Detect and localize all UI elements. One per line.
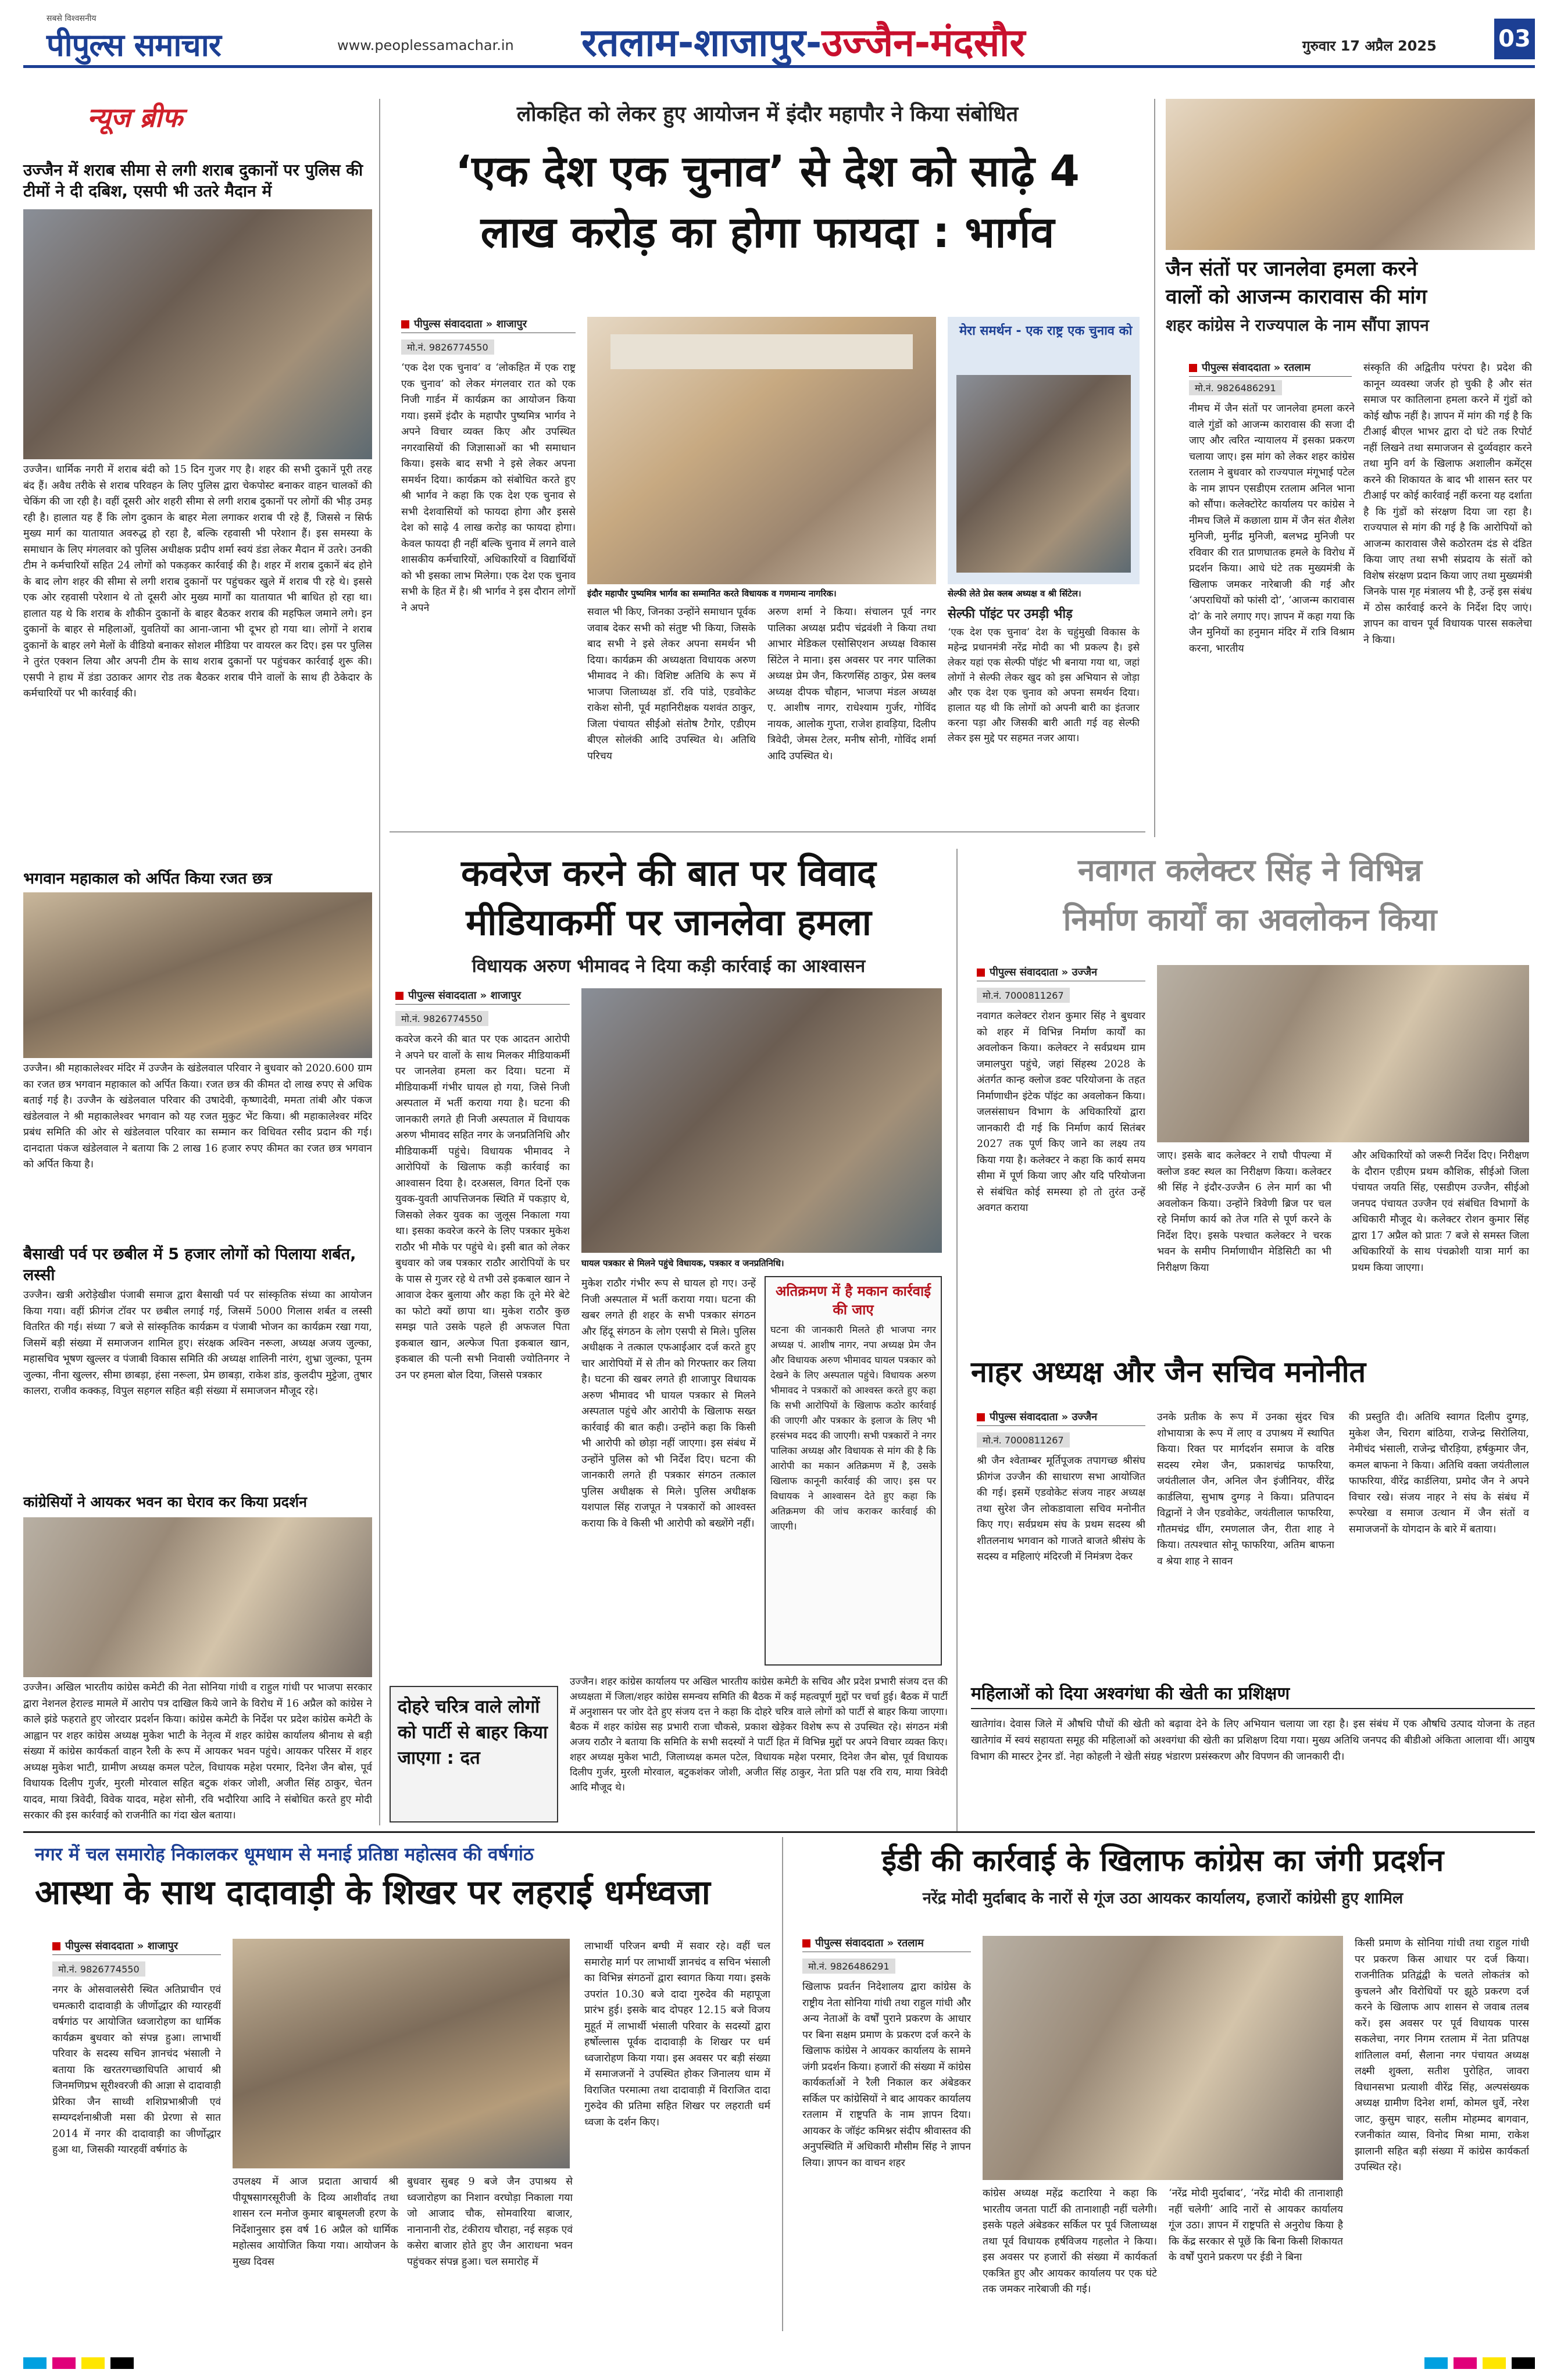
jain-subhead: शहर कांग्रेस ने राज्यपाल के नाम सौंपा ज्ञापन	[1166, 316, 1429, 335]
byline-marker-icon	[395, 992, 403, 1000]
ed-byline	[802, 1936, 971, 1952]
dadawadi-col-3: बुधवार सुबह 9 बजे जैन उपाश्रय से ध्वजारोहण का निशान वरघोड़ा निकाला गया जो आजाद चौक, सोमवारिया बाजार, नानानानी रोड, टंकीराय चौराहा, नई सड़क एवं कसेरा बाजार होते हुए जैन आराधना भवन पहुंचकर संपन्न हुआ। चल समारोह में	[407, 2176, 573, 2268]
dadawadi-col-1: नगर के ओसवालसेरी स्थित अतिप्राचीन एवं चमत्कारी दादावाड़ी के जीर्णोद्धार की ग्यारहवीं वर्षगांठ पर आयोजित ध्वजारोहण का धार्मिक कार्यक्रम बुधवार को संपन्न हुआ। लाभार्थी परिवार के सदस्य सचिन ज्ञानचंद भंसाली ने बताया कि खरतरगच्छाधिपति आचार्य श्री जिनमणिप्रभ सूरीश्वरजी की आज्ञा से दादावाड़ी प्रेरिका जैन साध्वी शशिप्रभाश्रीजी एवं सम्यग्दर्शनाश्रीजी मसा की प्रेरणा से सात 2014 में नगर की दादावाड़ी का जीर्णोद्धार हुआ था, जिसकी ग्यारहवीं वर्षगांठ के	[52, 1984, 221, 2156]
collector-col-1: नवागत कलेक्टर रोशन कुमार सिंह ने बुधवार को शहर में विभिन्न निर्माण कार्यों का अवलोकन किया। कलेक्टर ने सर्वप्रथम ग्राम जमालपुरा पहुंचे, जहां सिंहस्थ 2028 के अंतर्गत कान्ह क्लोज डक्ट परियोजना के तहत निर्माणाधीन इंटेक पॉइंट का अवलोकन किया। जलसंसाधन विभाग के अधिकारियों द्वारा जानकारी दी गई कि निर्माण कार्य सितंबर 2027 तक पूर्ण किए जाने का लक्ष्य तय किया गया है। कलेक्टर ने कहा कि कार्य समय सीमा में पूर्ण किया जाए और यदि परियोजना से संबंधित कोई समस्या हो तो तुरंत उन्हें अवगत कराया	[977, 1010, 1145, 1214]
lead-banner-text: मेरा समर्थन - एक राष्ट्र एक चुनाव को	[959, 324, 1133, 338]
issue-date: गुरुवार 17 अप्रैल 2025	[1302, 38, 1437, 54]
encroachment-box-title: अतिक्रमण में है मकान कार्रवाई की जाए	[775, 1283, 931, 1318]
color-swatch-black	[110, 2357, 134, 2369]
brief-headline-1: उज्जैन में शराब सीमा से लगी शराब दुकानों पर पुलिस की टीमों ने दी दबिश, एसपी भी उतरे मैदान में	[23, 160, 363, 201]
media-byline-text: पीपुल्स संवाददाता » शाजापुर	[408, 989, 522, 1002]
lead-kicker: लोकहित को लेकर हुए आयोजन में इंदौर महापौर ने किया संबोधित	[516, 102, 1019, 126]
color-swatch-yellow	[81, 2357, 105, 2369]
media-headline-2: मीडियाकर्मी पर जानलेवा हमला	[466, 901, 872, 944]
nahar-headline: नाहर अध्यक्ष और जैन सचिव मनोनीत	[971, 1355, 1366, 1389]
nahar-col-2: उनके प्रतीक के रूप में उनका सुंदर चित्र शोभायात्रा के रूप में लाए व उपाश्रय में स्थापित किया। रिक्त पर मार्गदर्शन समाज के वरिष्ठ सदस्य रमेश जैन, प्रकाशचंद्र फाफरिया, जयंतीलाल जैन, अनिल जैन इंजीनियर, वीरेंद्र कार्डलिया, सुभाष दुग्गड़ ने किया। प्रतिपादन विद्वानों ने जैन एडवोकेट, जयंतीलाल फाफरिया, गौतमचंद्र धींग, रमणलाल जैन, रीता शाह ने किया। तत्पश्चात सोनू फाफरिया, अतिम बाफना व श्रेया शाह ने सावन	[1157, 1411, 1334, 1567]
brief-photo-4	[23, 1517, 372, 1677]
ed-subhead: नरेंद्र मोदी मुर्दाबाद के नारों से गूंज उठा आयकर कार्यालय, हजारों कांग्रेसी हुए शामिल	[922, 1889, 1404, 1907]
color-swatch-cyan	[23, 2357, 47, 2369]
collector-headline-2: निर्माण कार्यों का अवलोकन किया	[1063, 902, 1437, 938]
media-byline	[395, 988, 570, 1005]
lead-headline-1: ‘एक देश एक चुनाव’ से देश को साढ़े 4	[455, 146, 1080, 196]
collector-col-3: और अधिकारियों को जरूरी निर्देश दिए। निरीक्षण के दौरान एडीएम प्रथम कौशिक, सीईओ जिला पंचायत जयति सिंह, एसडीएम उज्जैन, सीईओ जनपद पंचायत उज्जैन एवं संबंधित विभागों के अधिकारी मौजूद थे। कलेक्टर रोशन कुमार सिंह द्वारा 17 अप्रैल को प्रातः 7 बजे से समस्त जिला अधिकारियों के साथ पंचक्रोशी यात्रा मार्ग का प्रथम किया जाएगा।	[1352, 1150, 1529, 1274]
left-column-divider	[379, 99, 380, 1825]
encroachment-box-body: घटना की जानकारी मिलते ही भाजपा नगर अध्यक्ष पं. आशीष नागर, नपा अध्यक्ष प्रेम जैन और विधायक अरुण भीमावद घायल पत्रकार को देखने के लिए अस्पताल पहुंचे। विधायक अरुण भीमावद ने पत्रकारों को आश्वस्त करते हुए कहा कि सभी आरोपियों के खिलाफ कठोर कार्रवाई की जाएगी और पत्रकार के इलाज के लिए भी हरसंभव मदद की जाएगी। सभी पत्रकारों ने नगर पालिका अध्यक्ष और विधायक से मांग की है कि आरोपी का मकान अतिक्रमण में है, उसके खिलाफ कानूनी कार्रवाई की जाए। इस पर विधायक ने आश्वासन देते हुए कहा कि अतिक्रमण की जांच कराकर कार्रवाई की जाएगी।	[770, 1324, 936, 1532]
bottom-section-divider	[782, 1837, 783, 2331]
paper-tagline: सबसे विश्वसनीय	[47, 14, 97, 23]
lead-col-4: ‘एक देश एक चुनाव’ देश के चहुंमुखी विकास के महेन्द्र प्रधानमंत्री नरेंद्र मोदी का भी प्रकल्प है। इसे लेकर यहां एक सेल्फी पॉइंट भी बनाया गया था, जहां लोगों ने सेल्फी लेकर खुद को इस अभियान से जोड़ा और एक देश एक चुनाव को अपना समर्थन दिया। हालात यह थी कि लोगों को अपनी बारी का इंतजार करना पड़ा और जिसकी बारी आती गई वह सेल्फी लेकर इस मुद्दे पर सहमत नजर आया।	[948, 627, 1140, 744]
dadawadi-photo	[233, 1939, 570, 2168]
ashwagandha-headline: महिलाओं को दिया अश्वगंधा की खेती का प्रशिक्षण	[971, 1684, 1290, 1704]
brief-headline-3: बैसाखी पर्व पर छबील में 5 हजार लोगों को पिलाया शर्बत, लस्सी	[23, 1245, 356, 1284]
jain-byline	[1189, 360, 1352, 377]
brief-body-3: उज्जैन। खत्री अरोड़ेखीश पंजाबी समाज द्वारा बैसाखी पर्व पर सांस्कृतिक संध्या का आयोजन किया गया। वहीं फ्रीगंज टॉवर पर छबील लगाई गई, जिसमें 5000 गिलास शर्बत व लस्सी वितरित की गई। संध्या 7 बजे से सांस्कृतिक कार्यक्रम व पंजाबी भोजन का कार्यक्रम रखा गया, जिसमें बड़ी संख्या में समाजजन शामिल हुए। संरक्षक अश्विन नरूला, अध्यक्ष अजय जुल्का, महासचिव भूषण खुल्लर व पंजाबी विकास समिति की अध्यक्ष शालिनी नारंग, शुभ्रा जुल्का, पूनम जुल्का, नीना खुल्लर, सीमा छाबड़ा, हंसा नरूला, प्रेम छाबड़ा, राकेश डांड, कुलदीप मुट्टेजा, तुषार कालरा, राजीव कक्कड़, विपुल सहगल सहित बड़ी संख्या में समाजजन मौजूद रहे।	[23, 1289, 372, 1397]
jain-headline-2: वालों को आजन्म कारावास की मांग	[1166, 285, 1427, 309]
ed-headline: ईडी की कार्रवाई के खिलाफ कांग्रेस का जंगी प्रदर्शन	[881, 1843, 1444, 1878]
color-swatch-cyan-2	[1424, 2357, 1448, 2369]
nahar-story	[965, 1352, 1535, 1660]
bottom-section-rule	[23, 1831, 1535, 1833]
color-swatch-black-2	[1512, 2357, 1535, 2369]
lead-story	[390, 87, 1145, 843]
dadawadi-col-2: उपलक्ष्य में आज प्रदाता आचार्य श्री पीयूषसागरसूरीजी के दिव्य आशीर्वाद तथा शासन रत्न मनोज कुमार बाबूमलजी हरण के निर्देशानुसार इस वर्ष 16 अप्रैल को धार्मिक महोत्सव आयोजित किया गया। आयोजन के मुख्य दिवस	[233, 2176, 398, 2268]
nahar-col-1: श्री जैन श्वेताम्बर मूर्तिपूजक तपागच्छ श्रीसंघ फ्रीगंज उज्जैन की साधारण सभा आयोजित की गई। इसमें एडवोकेट संजय नाहर अध्यक्ष तथा सुरेश जैन लोकडावाला सचिव मनोनीत किए गए। सर्वप्रथम संघ के प्रथम सदस्य श्री शीतलनाथ भगवान को गाजते बाजते श्रीसंघ के सदस्य व महिलाएं मंदिरजी में निमंत्रण देकर	[977, 1455, 1145, 1563]
dadawadi-mobile: मो.नं. 9826774550	[52, 1961, 145, 1977]
byline-marker-icon	[802, 1939, 810, 1947]
byline-marker-icon	[977, 969, 985, 977]
lead-mobile: मो.नं. 9826774550	[401, 340, 494, 355]
jain-story	[1166, 99, 1535, 831]
page-number: 03	[1494, 19, 1535, 59]
ed-col-3: किसी प्रमाण के सोनिया गांधी तथा राहुल गांधी पर प्रकरण किस आधार पर दर्ज किया। राजनीतिक प्रतिद्वंद्वी के चलते लोकतंत्र को कुचलने और विरोधियों पर झूठे प्रकरण दर्ज करने के खिलाफ आप शासन से जवाब तलब करें। इस अवसर पर पूर्व विधायक पारस सकलेचा, नगर निगम रतलाम में नेता प्रतिपक्ष शांतिलाल वर्मा, सैलाना नगर पंचायत अध्यक्ष लक्ष्मी शुक्ला, सतीश पुरोहित, जावरा विधानसभा प्रत्याशी वीरेंद्र सिंह, अल्पसंख्यक अध्यक्ष ग्रामीण दिनेश शर्मा, कोमल धुर्वे, नरेश जाट, कुसुम चाहर, सलीम मोहम्मद बागवान, रजनीकांत व्यास, विनोद मिश्रा मामा, राकेश झालानी सहित बड़ी संख्या में कांग्रेस कार्यकर्ता उपस्थित रहे।	[1355, 1938, 1529, 2173]
dadawadi-story	[23, 1837, 779, 2337]
jain-byline-text: पीपुल्स संवाददाता » रतलाम	[1202, 362, 1310, 374]
lead-photo-banner	[610, 334, 913, 369]
nahar-byline	[977, 1410, 1145, 1426]
dadawadi-kicker: नगर में चल समारोह निकालकर धूमधाम से मनाई प्रतिष्ठा महोत्सव की वर्षगांठ	[35, 1844, 534, 1865]
jain-photo	[1166, 99, 1535, 250]
nahar-mobile: मो.नं. 7000811267	[977, 1432, 1070, 1448]
brief-body-1: उज्जैन। धार्मिक नगरी में शराब बंदी को 15 दिन गुजर गए है। शहर की सभी दुकानें पूरी तरह बंद हैं। अवैध तरीके से शराब परिवहन के लिए पुलिस द्वारा चेकपोस्ट बनाकर वाहन चालकों की चेकिंग की जा रही है। वहीं दूसरी ओर शहरी सीमा से लगी शराब दुकानों पर लोगों की भीड़ उमड़ रही है। हालात यह हैं कि लोग दुकान के बाहर मेला लगाकर शराब पी रहे हैं, जिससे न सिर्फ मुख्य मार्ग का यातायात अवरुद्ध हो रहा है, बल्कि रहवासी भी परेशान हैं। इस समस्या के समाधान के लिए मंगलवार को पुलिस अधीक्षक प्रदीप शर्मा स्वयं डंडा लेकर मैदान में उतरे। उनकी टीम ने कर्मचारियों सहित 24 लोगों को पकड़कर कार्रवाई की है। शहर में शराब दुकानें बंद होने के बाद लोग शहर की सीमा से लगी शराब दुकानों पर पहुंचकर खुले में शराब पी रहे थे। इससे एक ओर रहवासी परेशान थे तो दूसरी ओर मुख्य मार्गों का यातायात भी बाधित हो रहा था। हालात यह थे कि शराब के शौकीन दुकानों के बाहर बैठकर शराब की महफिल जमाने लगे। इन दुकानों के बाहर से महिलाओं, युवतियों का आना-जाना भी दूभर हो गया था। लोगों ने शराब दुकानों के बाहर लगे मेलों के वीडियो बनाकर सोशल मीडिया पर वायरल कर दिए। इस पर पुलिस ने तुरंत एक्शन लिया और अपनी टीम के साथ शराब दुकानों पर पहुंचकर कार्रवाई शुरू की। एसपी ने हाथ में डंडा उठाकर आगर रोड तक बैठकर शराब पीने वालों के साथ ही ठेकेदार के कर्मचारियों पर भी कार्रवाई की।	[23, 464, 372, 699]
media-col-2: मुकेश राठौर गंभीर रूप से घायल हो गए। उन्हें निजी अस्पताल में भर्ती कराया गया। घटना की खबर लगते ही शहर के सभी पत्रकार संगठन और हिंदू संगठन के लोग एसपी से मिले। पुलिस अधीक्षक ने तत्काल एफआईआर दर्ज करते हुए चार आरोपियों में से तीन को गिरफ्तार कर लिया है। घटना की खबर लगते ही शाजापुर विधायक अरुण भीमावद भी घायल पत्रकार से मिलने अस्पताल पहुंचे और आरोपी के खिलाफ सख्त कार्रवाई की बात कही। उन्होंने कहा कि किसी भी आरोपी को छोड़ा नहीं जाएगा। इस संबंध में उन्होंने पुलिस को भी निर्देश दिए। घटना की जानकारी लगते ही पत्रकार संगठन तत्काल पुलिस अधीक्षक से मिले। पुलिस अधीक्षक यशपाल सिंह राजपूत ने पत्रकारों को आश्वस्त कराया कि वे किसी भी आरोपी को बख्शेंगे नहीं।	[581, 1278, 756, 1530]
ed-mobile: मो.नं. 9826486291	[802, 1959, 895, 1974]
brief-body-4: उज्जैन। अखिल भारतीय कांग्रेस कमेटी की नेता सोनिया गांधी व राहुल गांधी पर भाजपा सरकार द्वारा नेशनल हेराल्ड मामले में आरोप पत्र दाखिल किये जाने के विरोध में 16 अप्रैल को कांग्रेस ने काले झंडे फहराते हुए जोरदार प्रदर्शन किया। कांग्रेस कमेटी के निर्देश पर प्रदेश कांग्रेस कमेटी के आह्वान पर शहर कांग्रेस अध्यक्ष मुकेश भाटी के नेतृत्व में शहर कांग्रेस कार्यालय श्रीनाथ से बड़ी संख्या में कांग्रेस कार्यकर्ता वाहन रैली के रूप में आयकर भवन पहुंचे। आयकर परिसर में शहर अध्यक्ष मुकेश भाटी, ग्रामीण अध्यक्ष कमल पटेल, विधायक महेश परमार, दिनेश जैन बोस, पूर्व विधायक दिलीप गुर्जर, मुरली मोरवाल सहित बटुक शंकर जोशी, अजीत सिंह ठाकुर, चेतन यादव, माया त्रिवेदी, विवेक यादव, महेश सोनी, रवि भदौरिया आदि ने संबोधित करते हुए मोदी सरकार की इस कार्रवाई को राजनीति का गंदा खेल बताया।	[23, 1682, 372, 1821]
collector-mobile: मो.नं. 7000811267	[977, 988, 1070, 1003]
collector-photo	[1157, 965, 1529, 1142]
brief-headline-4: कांग्रेसियों ने आयकर भवन का घेराव कर किया प्रदर्शन	[23, 1493, 307, 1510]
ed-col-2b: ‘नरेंद्र मोदी मुर्दाबाद’, ‘नरेंद्र मोदी की तानाशाही नहीं चलेगी’ आदि नारों से आयकर कार्यालय गूंज उठा। ज्ञापन में राष्ट्रपति से अनुरोध किया है कि केंद्र सरकार से पूछें कि बिना किसी शिकायत के वर्षों पुराने प्रकरण पर ईडी ने बिना	[1169, 2188, 1343, 2263]
lead-photo-2	[948, 317, 1140, 584]
lead-byline-text: पीपुल्स संवाददाता » शाजापुर	[414, 318, 527, 330]
ed-photo	[983, 1936, 1343, 2180]
color-swatch-magenta-2	[1454, 2357, 1477, 2369]
color-swatch-magenta	[52, 2357, 76, 2369]
edition-title-part2: उज्जैन-मंदसौर	[822, 20, 1026, 65]
ed-story	[791, 1837, 1535, 2337]
lead-story-divider	[1154, 99, 1155, 837]
brief-photo-2	[23, 892, 372, 1058]
lead-col-2: सवाल भी किए, जिनका उन्होंने समाधान पूर्वक जवाब देकर सभी को संतुष्ट भी किया, जिसके बाद सभी ने इसे लेकर अपना समर्थन भी दिया। कार्यक्रम की अध्यक्षता विधायक अरुण भीमावद ने की। विशिष्ट अतिथि के रूप में भाजपा जिलाध्यक्ष डॉ. रवि पांडे, एडवोकेट राकेश सोनी, पूर्व महानिरीक्षक यशवंत ठाकुर, जिला पंचायत सीईओ संतोष टैगोर, एडीएम बीएल सोलंकी आदि उपस्थित थे। अतिथि परिचय	[587, 606, 756, 762]
nahar-byline-text: पीपुल्स संवाददाता » उज्जैन	[990, 1411, 1098, 1423]
media-story-divider	[956, 849, 958, 1831]
ashwagandha-body: खातेगांव। देवास जिले में औषधि पौधों की खेती को बढ़ावा देने के लिए अभियान चलाया जा रहा है। इस संबंध में एक औषधि उत्पाद योजना के तहत खातेगांव में स्वयं सहायता समूह की महिलाओं को अश्वगंधा की खेती का प्रशिक्षण दिया गया। मुख्य अतिथि जनपद की बीडीओ अंकिता आलावा थीं। आयुष विभाग की मास्टर ट्रेनर डॉ. नेहा कोहली ने खेती संग्रह भंडारण प्रसंस्करण और विपणन की जानकारी दी।	[971, 1718, 1535, 1763]
brief-headline-2: भगवान महाकाल को अर्पित किया रजत छत्र	[23, 870, 272, 888]
ashwagandha-story	[965, 1674, 1535, 1825]
ed-col-1: खिलाफ प्रवर्तन निदेशालय द्वारा कांग्रेस के राष्ट्रीय नेता सोनिया गांधी तथा राहुल गांधी और अन्य नेताओं के वर्षों पुराने प्रकरण के आधार पर बिना सक्षम प्रमाण के प्रकरण दर्ज करने के खिलाफ कांग्रेस ने आयकर कार्यालय के सामने जंगी प्रदर्शन किया। हजारों की संख्या में कांग्रेस कार्यकर्ताओं ने रैली निकाल कर अंबेडकर सर्किल पर कांग्रेसियों ने बाद आयकर कार्यालय रतलाम में राष्ट्रपति के नाम ज्ञापन दिया। आयकर के जॉइंट कमिश्नर संदीप श्रीवास्तव की अनुपस्थिति में अधिकारी मौसीम सिंह ने ज्ञापन लिया। ज्ञापन का वाचन शहर	[802, 1981, 971, 2169]
registration-bar	[23, 2354, 1535, 2372]
lead-photo-1-caption: इंदौर महापौर पुष्यमित्र भार्गव का सम्मानित करते विधायक व गणमान्य नागरिक।	[587, 588, 837, 599]
nahar-col-3: की प्रस्तुति दी। अतिथि स्वागत दिलीप दुग्गड़, मुकेश जैन, चिराग बांठिया, राजेन्द्र सिरोलिया, नेमीचंद भंसाली, राजेन्द्र चौरड़िया, हर्षकुमार जैन, कमल बाफना ने किया। अतिथि वक्ता जयंतीलाल फाफरिया, वीरेंद्र कार्डलिया, प्रमोद जैन ने अपने विचार रखे। संजय नाहर ने संघ के संबंध में रूपरेखा व समाज उत्थान में जैन संतों व समाजजनों के योगदान के बारे में बताया।	[1349, 1411, 1529, 1535]
ed-col-2a: कांग्रेस अध्यक्ष महेंद्र कटारिया ने कहा कि भारतीय जनता पार्टी की तानाशाही नहीं चलेगी। इसके पहले अंबेडकर सर्किल पर पूर्व जिलाध्यक्ष तथा पूर्व विधायक हर्षविजय गहलोत ने किया। इस अवसर पर हजारों की संख्या में कार्यकर्ता एकत्रित हुए और आयकर कार्यालय पर एक घंटे तक जमकर नारेबाजी की गई।	[983, 2188, 1157, 2295]
media-headline-1: कवरेज करने की बात पर विवाद	[461, 852, 876, 894]
paper-name: पीपुल्स समाचार	[47, 27, 221, 63]
collector-headline-1: नवागत कलेक्टर सिंह ने विभिन्न	[1078, 853, 1422, 888]
brief-photo-1	[23, 209, 372, 459]
dadawadi-byline	[52, 1939, 221, 1955]
masthead-rule	[23, 65, 1535, 68]
congress-brief-box-text: दोहरे चरित्र वाले लोगों को पार्टी से बाहर किया जाएगा : दत	[398, 1696, 548, 1768]
jain-headline-1: जैन संतों पर जानलेवा हमला करने	[1166, 258, 1417, 281]
edition-title-part1: रतलाम-शाजापुर-	[581, 20, 822, 65]
encroachment-box	[765, 1276, 942, 1666]
congress-brief-body: उज्जैन। शहर कांग्रेस कार्यालय पर अखिल भारतीय कांग्रेस कमेटी के सचिव और प्रदेश प्रभारी संजय दत्त की अध्यक्षता में जिला/शहर कांग्रेस समन्वय समिति की बैठक में कई महत्वपूर्ण मुद्दों पर चर्चा हुई। बैठक में पार्टी में अनुशासन पर जोर देते हुए संजय दत्त ने कहा कि दोहरे चरित्र वाले लोगों को पार्टी से बाहर किया जाएगा। बैठक में शहर कांग्रेस सह प्रभारी राजा चौकसे, प्रकाश खेड़ेकर विशेष रूप से उपस्थित रहे। संगठन मंत्री अजय राठौर ने बताया कि समिति के सभी सदस्यों ने पार्टी हित में विभिन्न मुद्दों पर अपने विचार व्यक्त किए। शहर अध्यक्ष मुकेश भाटी, जिलाध्यक्ष कमल पटेल, विधायक महेश परमार, दिनेश जैन बोस, पूर्व विधायक दिलीप गुर्जर, मुरली मोरवाल, बटुकशंकर जोशी, अजीत सिंह ठाकुर, नेता प्रति पक्ष रवि राय, माया त्रिवेदी आदि मौजूद थे।	[570, 1676, 948, 1793]
congress-brief-box	[390, 1686, 558, 1822]
byline-marker-icon	[52, 1942, 60, 1950]
jain-mobile: मो.नं. 9826486291	[1189, 380, 1282, 395]
lead-photo-2-caption: सेल्फी लेते प्रेस क्लब अध्यक्ष व श्री सिंटेल।	[948, 588, 1081, 599]
masthead	[23, 12, 1535, 81]
collector-byline-text: पीपुल्स संवाददाता » उज्जैन	[990, 966, 1098, 978]
collector-story	[965, 843, 1535, 1343]
lead-photo-2-image	[956, 375, 1131, 573]
jain-col-2: संस्कृति की अद्वितीय परंपरा है। प्रदेश की कानून व्यवस्था जर्जर हो चुकी है और संत समाज पर कातिलाना हमला करने में गुंडों को कोई खौफ नहीं है। ज्ञापन में मांग की गई है कि टीआई बीएल भाभर द्वारा दो घंटे तक रिपोर्ट नहीं लिखने तथा समाजजन से दुर्व्यवहार करने तथा मुनि वर्ग के खिलाफ अशालीन कमेंट्स करने की शिकायत के बाद भी शासन स्तर पर टीआई पर कोई कार्रवाई नहीं करना यह दर्शाता है कि गुंडों को संरक्षण दिया जा रहा है। राज्यपाल से मांग की गई है कि आरोपियों को आजन्म कारावास जैसे कठोरतम दंड से दंडित किया जाए तथा सभी संप्रदाय के संतों को विशेष संरक्षण प्रदान किया जाए तथा मुख्यमंत्री जिनके पास गृह मंत्रालय भी है, उन्हें इस संबंध में ठोस कार्रवाई करने के निर्देश दिए जाएं। ज्ञापन का वाचन पूर्व विधायक पारस सकलेचा ने किया।	[1363, 362, 1532, 646]
lead-photo-1	[587, 317, 936, 584]
media-mobile: मो.नं. 9826774550	[395, 1011, 488, 1026]
lead-col-3: अरुण शर्मा ने किया। संचालन पूर्व नगर पालिका अध्यक्ष प्रदीप चंद्रवंशी ने किया तथा आभार मेडिकल एसोसिएशन अध्यक्ष विकास सिंटेल ने माना। इस अवसर पर नगर पालिका अध्यक्ष प्रेम जैन, किरणसिंह ठाकुर, प्रेस क्लब अध्यक्ष दीपक चौहान, भाजपा मंडल अध्यक्ष ए. आशीष नागर, राधेश्याम गुर्जर, गोविंद नायक, आलोक गुप्ता, राजेश हावड़िया, दिलीप त्रिवेदी, जेमस टेलर, मनीष सोनी, गोविंद शर्मा आदि उपस्थित थे।	[767, 606, 936, 762]
collector-byline	[977, 965, 1145, 981]
media-subhead: विधायक अरुण भीमावद ने दिया कड़ी कार्रवाई का आश्वासन	[472, 956, 866, 977]
lead-headline-2: लाख करोड़ का होगा फायदा : भार्गव	[480, 208, 1055, 258]
byline-marker-icon	[977, 1413, 985, 1421]
congress-brief	[390, 1674, 948, 1825]
lead-story-bottom-rule	[390, 831, 1145, 832]
collector-col-2: जाए। इसके बाद कलेक्टर ने राघौ पीपल्या में क्लोज डक्ट स्थल का निरीक्षण किया। कलेक्टर श्री सिंह ने इंदौर-उज्जैन 6 लेन मार्ग का भी अवलोकन किया। उन्होंने त्रिवेणी ब्रिज पर चल रहे निर्माण कार्य को तेज गति से पूर्ण करने के निर्देश दिए। इसके पश्चात कलेक्टर ने चरक भवन के समीप निर्माणाधीन मेडिसिटी का भी निरीक्षण किया	[1157, 1150, 1331, 1274]
website[interactable]: www.peoplessamachar.in	[337, 37, 514, 53]
ashwagandha-headline-bar	[971, 1680, 1535, 1709]
dadawadi-byline-text: पीपुल्स संवाददाता » शाजापुर	[65, 1940, 178, 1952]
ed-byline-text: पीपुल्स संवाददाता » रतलाम	[815, 1937, 924, 1949]
lead-col-4-head: सेल्फी पॉइंट पर उमड़ी भीड़	[948, 607, 1073, 621]
color-swatch-yellow-2	[1483, 2357, 1506, 2369]
byline-marker-icon	[1189, 364, 1197, 372]
lead-col-1: ‘एक देश एक चुनाव’ व ‘लोकहित में एक राष्ट्र एक चुनाव’ को लेकर मंगलवार रात को एक निजी गार्डन में कार्यक्रम का आयोजन किया गया। इसमें इंदौर के महापौर पुष्यमित्र भार्गव ने अपने विचार व्यक्त किए और उपस्थित नगरवासियों की जिज्ञासाओं का भी समाधान किया। इसके बाद सभी ने इसे लेकर अपना समर्थन दिया। कार्यक्रम को संबोधित करते हुए श्री भार्गव ने कहा कि एक देश एक चुनाव से सभी देशवासियों को फायदा होगा और इससे देश को साढ़े 4 लाख करोड़ का फायदा होगा। केवल फायदा ही नहीं बल्कि चुनाव में लगने वाले शासकीय कर्मचारियों, अधिकारियों व विद्यार्थियों को भी इसका लाभ मिलेगा। एक देश एक चुनाव सभी के हित में है। श्री भार्गव ने इस दौरान लोगों ने अपने	[401, 362, 576, 614]
byline-marker-icon	[401, 320, 409, 328]
edition-title	[581, 15, 1025, 67]
brief-body-2: उज्जैन। श्री महाकालेश्वर मंदिर में उज्जैन के खंडेलवाल परिवार ने बुधवार को 2020.600 ग्राम का रजत छत्र भगवान महाकाल को अर्पित किया। रजत छत्र की कीमत दो लाख रुपए से अधिक बताई गई है। उज्जैन के खंडेलवाल परिवार की उषादेवी, कृष्णादेवी, ममता तांबी और पंकज खंडेलवाल ने श्री महाकालेश्वर भगवान को यह रजत मुकुट भेंट किया। श्री महाकालेश्वर मंदिर प्रबंध समिति की ओर से खंडेलवाल परिवार का सम्मान कर विधिवत रसीद प्रदान की गई। दानदाता पंकज खंडेलवाल ने बताया कि 2 लाख 16 हजार रुपए कीमत का रजत छत्र भगवान को अर्पित किया है।	[23, 1063, 372, 1170]
lead-byline	[401, 317, 576, 333]
news-brief-title: न्यूज ब्रीफ	[87, 102, 183, 133]
dadawadi-col-4: लाभार्थी परिजन बग्घी में सवार रहे। वहीं चल समारोह मार्ग पर लाभार्थी ज्ञानचंद व सचिन भंसाली का विभिन्न संगठनों द्वारा स्वागत किया गया। इसके उपरांत 10.30 बजे दादा गुरुदेव की महापूजा प्रारंभ हुई। इसके बाद दोपहर 12.15 बजे विजय मुहूर्त में लाभार्थी भंसाली परिवार के सदस्यों द्वारा हर्षोल्लास पूर्वक दादावाड़ी के शिखर पर धर्म ध्वजारोहण किया गया। इस अवसर पर बड़ी संख्या में समाजजनों ने उपस्थित होकर जिनालय धाम में विराजित परमात्मा तथा दादावाड़ी में विराजित दादा गुरुदेव की प्रतिमा सहित शिखर पर लहराती धर्म ध्वजा के दर्शन किए।	[584, 1941, 770, 2128]
media-photo-caption: घायल पत्रकार से मिलने पहुंचे विधायक, पत्रकार व जनप्रतिनिधि।	[581, 1258, 784, 1268]
dadawadi-headline: आस्था के साथ दादावाड़ी के शिखर पर लहराई धर्मध्वजा	[35, 1872, 710, 1912]
media-photo	[581, 988, 942, 1253]
media-story	[390, 843, 948, 1668]
jain-col-1: नीमच में जैन संतों पर जानलेवा हमला करने वाले गुंडों को आजन्म कारावास की सजा दी जाए और त्वरित न्यायालय में इसका प्रकरण चलाया जाए। इस मांग को लेकर शहर कांग्रेस रतलाम ने बुधवार को राज्यपाल मंगूभाई पटेल के नाम ज्ञापन एसडीएम रतलाम अनिल भाना को सौंपा। कलेक्टोरेट कार्यालय पर कांग्रेस ने नीमच जिले में कछाला ग्राम में जैन संत शैलेश मुनिजी, मुनींद्र मुनिजी, बलभद्र मुनिजी पर रविवार की रात प्राणघातक हमले के विरोध में प्रदर्शन किया। आधे घंटे तक मुख्यमंत्री के खिलाफ जमकर नारेबाजी की गई और ‘अपराधियों को फांसी दो’, ‘आजन्म कारावास दो’ के नारे लगाए गए। ज्ञापन में कहा गया कि जैन मुनियों का हनुमान मंदिर में रात्रि विश्राम करना, भारतीय	[1189, 403, 1355, 655]
media-col-1: कवरेज करने की बात पर एक आदतन आरोपी ने अपने घर वालों के साथ मिलकर मीडियाकर्मी पर जानलेवा हमला कर दिया। घटना में मीडियाकर्मी गंभीर घायल हो गया, जिसे निजी अस्पताल में भर्ती कराया गया है। घटना की जानकारी लगते ही निजी अस्पताल में विधायक अरुण भीमावद सहित नगर के जनप्रतिनिधि और मीडियाकर्मी पहुंचे। विधायक भीमावद ने आरोपियों के खिलाफ कड़ी कार्रवाई का आश्वासन दिया है। दरअसल, विगत दिनों एक युवक-युवती आपत्तिजनक स्थिति में पकड़ाए थे, जिसको लेकर युवक का जुलूस निकाला गया था। इसका कवरेज करने के लिए पत्रकार मुकेश राठौर भी मौके पर पहुंचे थे। इसी बात को लेकर बुधवार को जब पत्रकार राठौर आरोपियों के घर के पास से गुजर रहे थे तभी उसे इकबाल खान ने आवाज देकर बुलाया और कहा कि तूने मेरे बेटे का फोटो क्यों छापा था। मुकेश राठौर कुछ समझ पाते उसके पहले ही अफजल पिता इकबाल खान, अल्फेज पिता इकबाल खान, इकबाल की पत्नी सभी निवासी ज्योतिनगर ने उन पर हमला बोल दिया, जिससे पत्रकार	[395, 1034, 570, 1381]
